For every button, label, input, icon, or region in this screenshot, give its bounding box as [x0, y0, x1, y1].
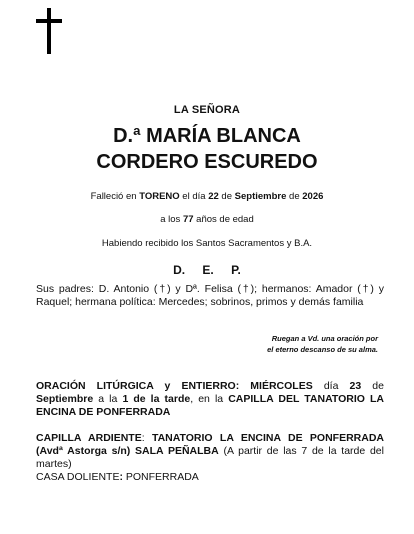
dep-initials: D. E. P. [173, 263, 241, 277]
deceased-name-line-2: CORDERO ESCUREDO [96, 151, 318, 173]
age-line: a los 77 años de edad [160, 214, 254, 225]
sacraments-line: Habiendo recibido los Santos Sacramentos y B.A. [101, 238, 313, 249]
funeral-service-paragraph: ORACIÓN LITÚRGICA y ENTIERRO: MIÉRCOLES día 23 de Septiembre a la 1 de la tarde, en la CAPILLA DEL TANATORIO LA ENCINA DE PONFERRADA [36, 380, 385, 418]
deceased-name-line-1: D.ª MARÍA BLANCA [113, 125, 301, 147]
mourning-house-line: CASA DOLIENTE: PONFERRADA [36, 471, 199, 483]
chapel-paragraph: CAPILLA ARDIENTE: TANATORIO LA ENCINA DE PONFERRADA (Avdª Astorga s/n) SALA PEÑALBA (A partir de las 7 de la tarde del martes) [36, 432, 384, 470]
lead-title: LA SEÑORA [173, 104, 241, 116]
prayer-line-1: Ruegan a Vd. una oración por [271, 334, 378, 343]
prayer-request [178, 333, 378, 355]
cross-icon [36, 8, 62, 54]
family-paragraph: Sus padres: D. Antonio (†) y Dª. Felisa (†); hermanos: Amador (†) y Raquel; hermana política: Mercedes; sobrinos, primos y demás familia [36, 283, 384, 308]
prayer-line-2: el eterno descanso de su alma. [267, 345, 378, 354]
death-notice: Falleció en TORENO el día 22 de Septiembre de 2026 [90, 191, 324, 202]
